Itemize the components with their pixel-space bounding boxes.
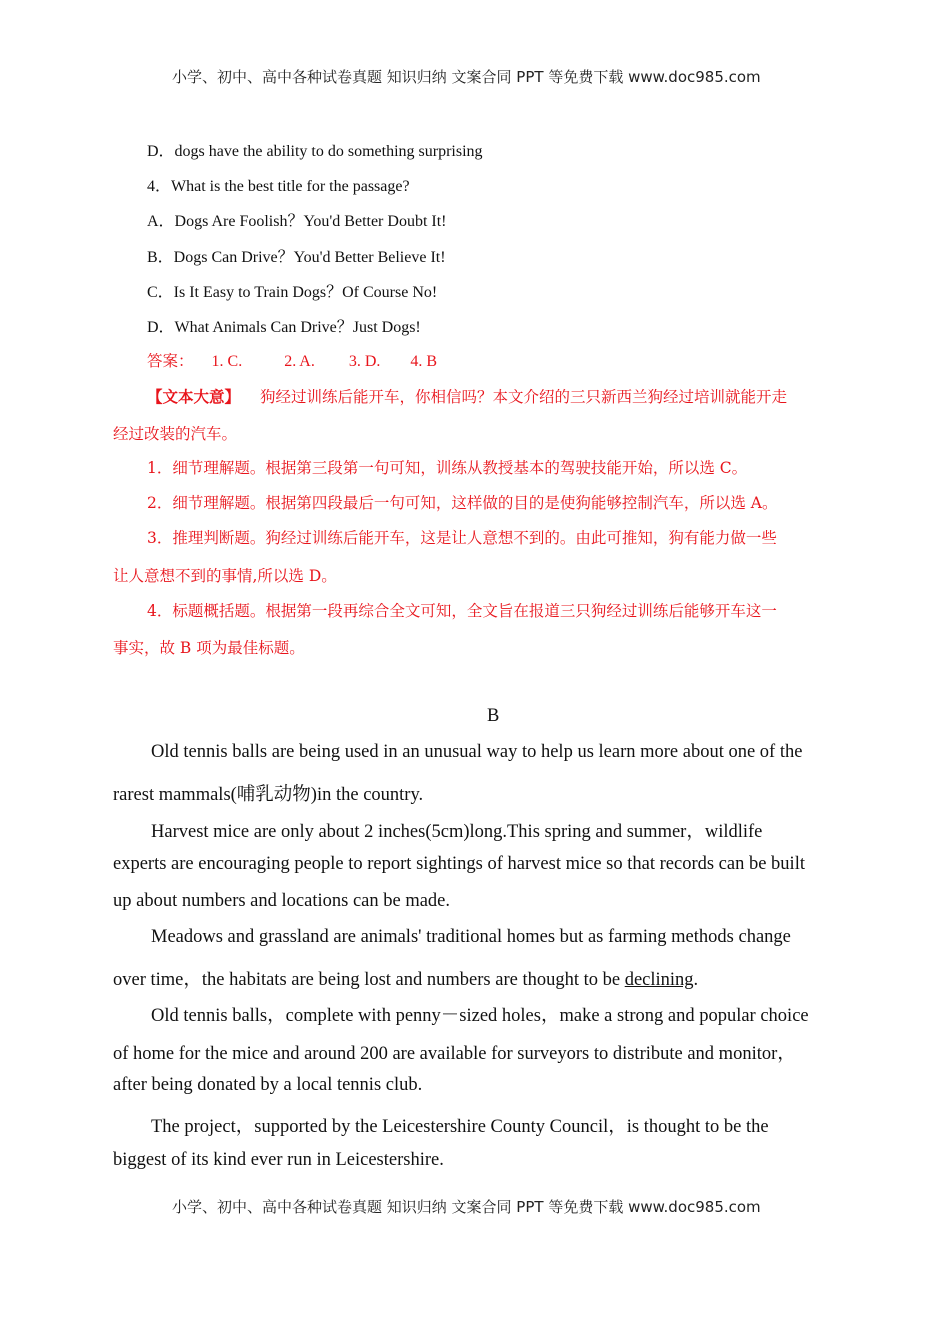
p3-line-1: Meadows and grassland are animals' traditional homes but as farming methods change — [151, 927, 791, 947]
q3-option-d: D．dogs have the ability to do something surprising — [147, 143, 483, 160]
p4-line-3: after being donated by a local tennis club. — [113, 1075, 423, 1095]
analysis-item-3-line-2: 让人意想不到的事情,所以选 D。 — [113, 567, 337, 585]
p5-line-2: biggest of its kind ever run in Leicestershire. — [113, 1150, 444, 1170]
analysis-item-4-line-2: 事实，故 B 项为最佳标题。 — [113, 639, 305, 657]
underlined-word: declining — [624, 970, 694, 990]
summary-text: 狗经过训练后能开车，你相信吗？本文介绍的三只新西兰狗经过培训就能开走 — [260, 388, 788, 406]
p2-line-2: experts are encouraging people to report sightings of harvest mice so that records can be built — [113, 854, 805, 874]
answer-1: 1. C. — [211, 353, 243, 370]
analysis-item-3-line-1: 3．推理判断题。狗经过训练后能开车，这是让人意想不到的。由此可推知，狗有能力做一些 — [147, 529, 777, 547]
analysis-item-1: 1．细节理解题。根据第三段第一句可知，训练从教授基本的驾驶技能开始，所以选 C。 — [147, 459, 748, 477]
page-footer: 小学、初中、高中各种试卷真题 知识归纳 文案合同 PPT 等免费下载 www.doc985.com — [172, 1198, 761, 1216]
p2-line-1: Harvest mice are only about 2 inches(5cm)long.This spring and summer，wildlife — [151, 822, 763, 842]
summary-label: 【文本大意】 — [147, 387, 241, 406]
q4-option-b: B．Dogs Can Drive？You'd Better Believe It! — [147, 249, 446, 266]
p1-line-2: rarest mammals(哺乳动物)in the country. — [113, 785, 424, 805]
q4-option-d: D．What Animals Can Drive？Just Dogs! — [147, 319, 421, 336]
p4-line-2: of home for the mice and around 200 are available for surveyors to distribute and monitor， — [113, 1044, 796, 1064]
q4-option-c: C．Is It Easy to Train Dogs？Of Course No! — [147, 284, 438, 301]
summary-line-2: 经过改装的汽车。 — [113, 425, 238, 443]
analysis-item-4-line-1: 4．标题概括题。根据第一段再综合全文可知，全文旨在报道三只狗经过训练后能够开车这一 — [147, 602, 777, 620]
p2-line-3: up about numbers and locations can be made. — [113, 891, 451, 911]
p5-line-1: The project，supported by the Leicestershire County Council，is thought to be the — [151, 1117, 769, 1137]
page-header: 小学、初中、高中各种试卷真题 知识归纳 文案合同 PPT 等免费下载 www.doc985.com — [172, 68, 761, 86]
q4-stem: 4．What is the best title for the passage? — [147, 178, 410, 195]
p1-line-1: Old tennis balls are being used in an unusual way to help us learn more about one of the — [151, 742, 803, 762]
answer-3: 3. D. — [348, 353, 381, 370]
passage-heading: B — [487, 706, 500, 726]
answer-row — [147, 349, 437, 371]
q4-option-a: A．Dogs Are Foolish？You'd Better Doubt It! — [147, 213, 447, 230]
answer-2: 2. A. — [284, 353, 315, 370]
p3-line-2-end: . — [693, 970, 699, 990]
p3-line-2-text: over time，the habitats are being lost and numbers are thought to be — [113, 970, 625, 990]
answer-4: 4. B — [410, 353, 438, 370]
p3-line-2 — [113, 965, 698, 991]
summary-line-1 — [147, 385, 787, 407]
answer-label: 答案： — [147, 352, 194, 370]
analysis-item-2: 2．细节理解题。根据第四段最后一句可知，这样做的目的是使狗能够控制汽车，所以选 A。 — [147, 494, 778, 512]
p4-line-1: Old tennis balls，complete with penny－sized holes，make a strong and popular choice — [151, 1006, 809, 1026]
